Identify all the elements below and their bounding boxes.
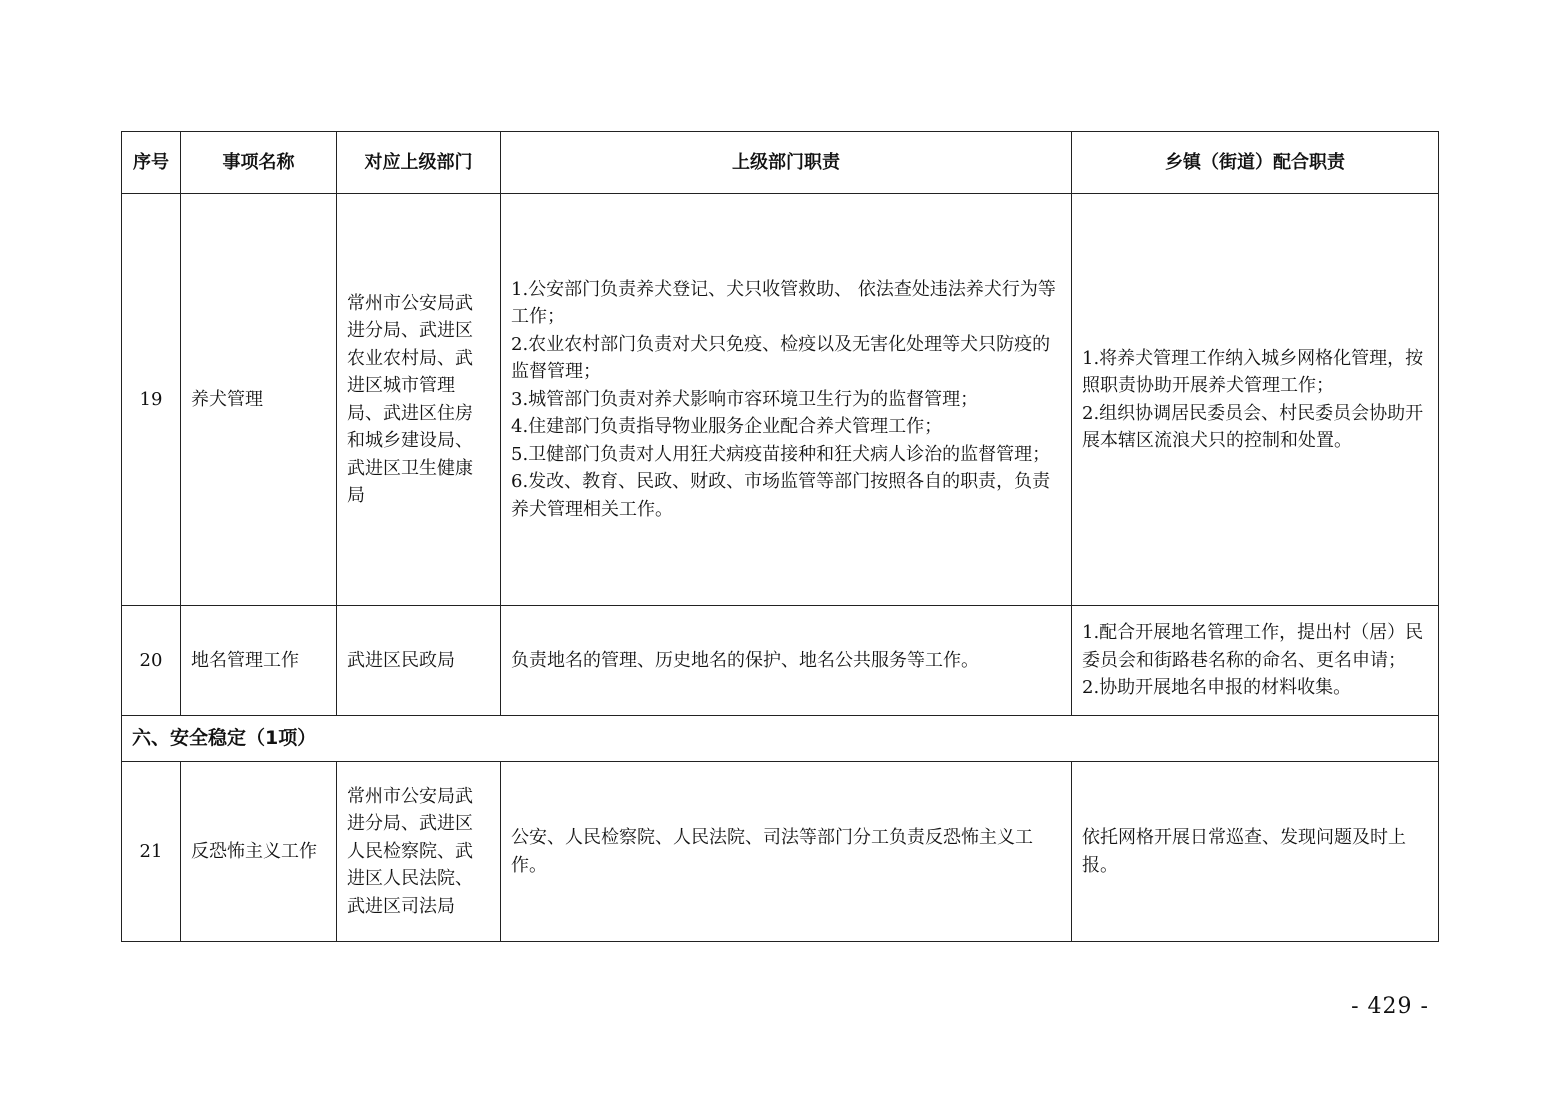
row-seq: 21 bbox=[122, 762, 181, 942]
row-seq: 20 bbox=[122, 606, 181, 716]
row-upper-duty bbox=[501, 194, 1072, 606]
duty-line: 依托网格开展日常巡查、发现问题及时上报。 bbox=[1082, 827, 1406, 876]
header-item: 事项名称 bbox=[181, 132, 337, 194]
duty-line: 公安、人民检察院、人民法院、司法等部门分工负责反恐怖主义工作。 bbox=[511, 827, 1033, 876]
header-town-duty: 乡镇（街道）配合职责 bbox=[1072, 132, 1439, 194]
row-town-duty bbox=[1072, 762, 1439, 942]
row-item: 地名管理工作 bbox=[181, 606, 337, 716]
duty-line: 6.发改、教育、民政、财政、市场监管等部门按照各自的职责，负责养犬管理相关工作。 bbox=[511, 471, 1051, 520]
header-upper-duty: 上级部门职责 bbox=[501, 132, 1072, 194]
duty-line: 1.公安部门负责养犬登记、犬只收管救助、 依法查处违法养犬行为等工作； bbox=[511, 278, 1056, 328]
table-row bbox=[122, 194, 1439, 606]
row-dept: 武进区民政局 bbox=[337, 606, 501, 716]
duty-table bbox=[121, 131, 1439, 942]
duty-line: 4.住建部门负责指导物业服务企业配合养犬管理工作； bbox=[511, 416, 943, 438]
duty-line: 3.城管部门负责对养犬影响市容环境卫生行为的监督管理； bbox=[511, 388, 979, 410]
duty-line: 5.卫健部门负责对人用狂犬病疫苗接种和狂犬病人诊治的监督管理； bbox=[511, 443, 1051, 465]
section-title: 六、安全稳定（1项） bbox=[122, 716, 1439, 762]
row-dept: 常州市公安局武进分局、武进区人民检察院、武进区人民法院、武进区司法局 bbox=[337, 762, 501, 942]
header-dept: 对应上级部门 bbox=[337, 132, 501, 194]
page-number: - 429 - bbox=[1351, 994, 1429, 1019]
row-upper-duty bbox=[501, 762, 1072, 942]
table-row bbox=[122, 762, 1439, 942]
row-dept: 常州市公安局武进分局、武进区农业农村局、武进区城市管理局、武进区住房和城乡建设局、武进区卫生健康局 bbox=[337, 194, 501, 606]
section-row bbox=[122, 716, 1439, 762]
table-row bbox=[122, 606, 1439, 716]
row-town-duty bbox=[1072, 194, 1439, 606]
row-town-duty bbox=[1072, 606, 1439, 716]
row-item: 反恐怖主义工作 bbox=[181, 762, 337, 942]
header-seq: 序号 bbox=[122, 132, 181, 194]
row-upper-duty bbox=[501, 606, 1072, 716]
table-header-row bbox=[122, 132, 1439, 194]
duty-line: 2.协助开展地名申报的材料收集。 bbox=[1082, 677, 1352, 699]
duty-line: 1.将养犬管理工作纳入城乡网格化管理，按照职责协助开展养犬管理工作； bbox=[1082, 347, 1424, 396]
duty-line: 2.农业农村部门负责对犬只免疫、检疫以及无害化处理等犬只防疫的监督管理； bbox=[511, 333, 1051, 383]
row-item: 养犬管理 bbox=[181, 194, 337, 606]
duty-line: 2.组织协调居民委员会、村民委员会协助开展本辖区流浪犬只的控制和处置。 bbox=[1082, 402, 1424, 451]
row-seq: 19 bbox=[122, 194, 181, 606]
duty-line: 1.配合开展地名管理工作，提出村（居）民委员会和街路巷名称的命名、更名申请； bbox=[1082, 622, 1424, 671]
duty-line: 负责地名的管理、历史地名的保护、地名公共服务等工作。 bbox=[511, 649, 979, 671]
